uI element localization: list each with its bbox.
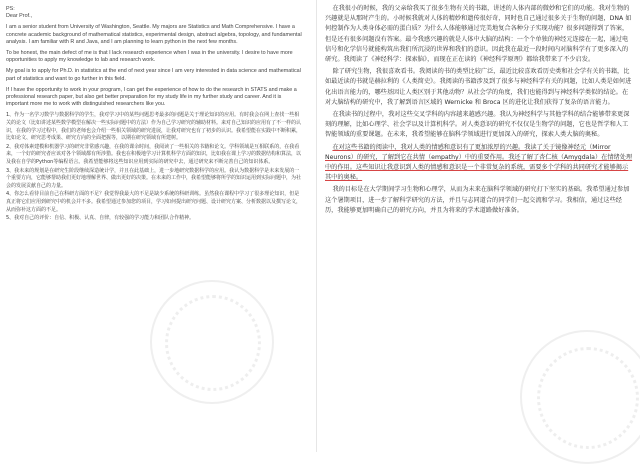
chinese-essay: [325, 4, 634, 216]
essay-paragraph-4: 在对这些书籍的阅读中，我对人类的情感和意识有了更加浓厚的兴趣。我读了关于镜像神经元（Mirror Neurons）的研究，了解到它在共情（empathy）中的重要作用。我还了解了杏仁核（Amygdala）在情绪处理中的作用。这些知识让我意识到人类的情感和意识是一个非常复杂的系统，需要多个学科的共同研究才能够揭示其中的奥秘。: [325, 143, 633, 182]
letter-paragraph-4: If I have the opportunity to work in your program, I can get the experience of how to do the research in STATS and make a professional research paper, but also get better preparation for my study life in my further study and career. And it is important more me to work with distinguished researchers like you.: [6, 86, 297, 108]
letter-paragraph-3: My goal is to apply for Ph.D. in statistics at the end of next year since I am very interested in data science and mathematical part of statistics and want to go further in this field.: [6, 68, 301, 82]
essay-paragraph-2: 除了研究生物，我很喜欢看书。我阅读的书的类型比较广泛，最近比较喜欢看历史类和社会学有关的书籍，比如最近读的书就是赫拉利的《人类简史》。我阅读的书籍涉及到了很多与神经科学有关的问题，比如人类是如何进化出语言能力的，哪些基因让人类区别于其他动物？从社会学的角度，我们也能得到与神经科学类似的结论。在对大脑结构的研究中，我了解到语言区域的 Wernicke 和 Broca 区的进化让我们获得了复杂的语言能力。: [325, 68, 632, 106]
cn-item-1: 1、作为一名学习数学与数据科学的学生，我对学习中的某些问题思考最多的问题是关于理论知识的应用。有时我会在网上查找一些相关的论文（比如讲述某些数学模型在解决一些实际问题中的方法）作为自己学习研究的辅助材料。来对自己知识的应用有了不一样的认识，在我的学习过程中，我们的老师也会介绍一些相关领域的研究进展，让我对研究也有了初步的认识。我希望能在实践中不断积累，比如论文、研究思考成果、研究方向的全面把握等，以期在研究领域有所建树。: [6, 112, 302, 142]
cn-item-2: 2、我对体素建模和机器学习的研究非常感兴趣，在我的课余时间，我阅读了一些相关的书籍和论文。学科领域是互相联系的，在我看来，一个好的研究者应该对各个领域都有所涉猎。我也在积极地学习计算机科学方面的知识，比如我在课上学习的数据结构和算法，以及我在自学的Python等编程语言。我希望能够将这些知识应用到实际的研究中去，通过研究来不断完善自己的知识体系。: [6, 143, 302, 165]
left-document-page: [0, 0, 312, 452]
english-letter: [6, 6, 304, 108]
ps-label: PS:: [6, 6, 15, 12]
cn-item-3: 3、我未来的规划是在研究生阶段继续深造统计学，并且在此基础上，进一步地研究数据科学的应用。我认为数据科学是未来发展的一个重要方向，它能够帮助我们更好地理解世界、做出更好的决策。在未来的工作中，我希望能够将所学的知识运用到实际问题中，为社会的发展贡献自己的力量。: [6, 167, 302, 189]
chinese-answer-list: [6, 112, 304, 222]
letter-paragraph-2: To be honest, the main defect of me is that I lack research experience when I was in the university. I desire to have more opportunities to apply my knowledge to lab and research work.: [6, 50, 293, 64]
letter-paragraph-1: I am a senior student from University of Washington, Seattle. My majors are Statistics and Math Comprehensive. I have a concrete academic background of mathematical statistics, experimental design, abstract algebra, topology, and fundamental analysis. I am familiar with R and Java, and I am planning to learn python in the next few months.: [6, 24, 302, 45]
essay-paragraph-3: 在我读书的过程中，我对这些交叉学科的内容越来越感兴趣。我认为神经科学与其他学科的结合能够带来更深刻的理解，比如心理学、社会学以及计算机科学。对人类意识的研究不仅仅是生物学的问题，它也是哲学和人工智能领域的重要课题。在未来，我希望能够在脑科学领域进行更加深入的研究，探索人类大脑的奥秘。: [325, 111, 630, 139]
cn-item-5: 5、我对自己的评价：自信、积极、认真、自律，有较强的学习能力和团队合作精神。: [6, 215, 195, 222]
cn-item-4: 4、你怎么看待目前自己在科研方面的不足？我觉得我最大的不足是缺少系统的科研训练。虽然我在课程中学习了很多理论知识，但是真正将它们应用到研究中的机会并不多。我希望通过参加您的项目，学习如何提出研究问题、设计研究方案、分析数据以及撰写论文，从而弥补这方面的不足。: [6, 191, 302, 213]
essay-paragraph-5: 我的目标是在大学期间学习生物和心理学，从而为未来在脑科学领域的研究打下坚实的基础。我希望通过参加这个暑期项目，进一步了解科学研究的方法，并且与志同道合的同学们一起交流和学习。我相信，通过这些经历，我能够更加明确自己的研究方向，并且为将来的学术道路做好准备。: [325, 186, 630, 214]
salutation: Dear Prof.,: [6, 13, 33, 20]
essay-paragraph-1: 在我很小的时候，我的父亲给我买了很多生物有关的书籍，讲述的人体内部的微妙和它们的功能。我对生物的兴趣就是从那时产生的。小时候我就对人体的精妙和遗传很好奇，同时也自己通过很多关于生物的问题，DNA 如何控制作为人类身体必需的蛋白质？为什么人体能够通过完美地复合各种分子实现功能？很多问题得到了答案，但是还有很多问题没有答案。最令我感兴趣的就是人体中大脑的结构：一个个单独的神经元连接在一起，通过电信号和化学信号就能构筑出我们所沉浸的世界和我们的意识。因此我在最近一段时间内对脑科学有了更多深入的研究。我阅读了《神经科学：探索脑》，而现在正在读的《神经科学原理》都给我带来了不少启发。: [325, 5, 632, 64]
right-document-page: [316, 0, 640, 452]
